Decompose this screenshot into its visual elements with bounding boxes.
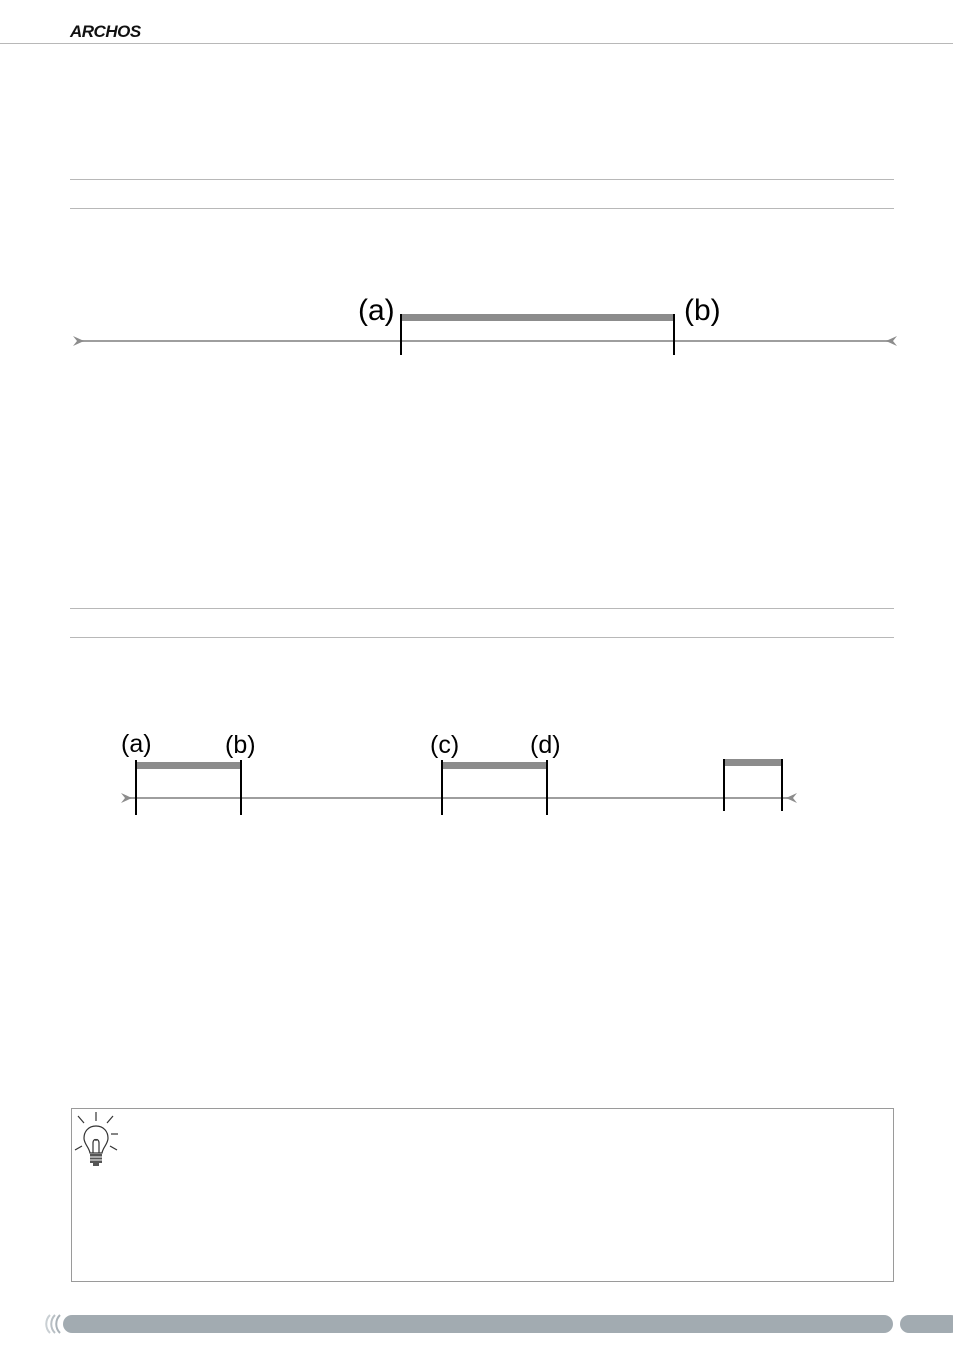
archos-logo: ARCHOS bbox=[70, 22, 141, 41]
repeat-segment bbox=[401, 314, 674, 321]
footer-bar bbox=[0, 1312, 953, 1336]
label-c: (c) bbox=[430, 731, 460, 759]
timeline-start-arrow bbox=[73, 336, 84, 346]
section-rule-top-2 bbox=[70, 608, 894, 609]
label-b: (b) bbox=[225, 731, 256, 759]
timeline-end-arrow bbox=[786, 793, 797, 803]
tip-box bbox=[71, 1108, 894, 1282]
multi-repeat-diagram bbox=[0, 720, 953, 820]
lightbulb-icon bbox=[73, 1110, 121, 1174]
label-b: (b) bbox=[684, 294, 721, 327]
section-rule-top-1 bbox=[70, 179, 894, 180]
header-rule bbox=[0, 43, 953, 44]
timeline-end-arrow bbox=[886, 336, 897, 346]
repeat-segment-ab bbox=[136, 762, 241, 769]
label-a: (a) bbox=[358, 294, 395, 327]
label-a: (a) bbox=[121, 730, 152, 758]
repeat-segment-cd bbox=[442, 762, 547, 769]
section-rule-bottom-2 bbox=[70, 637, 894, 638]
repeat-segment-3 bbox=[724, 759, 782, 766]
section-rule-bottom-1 bbox=[70, 208, 894, 209]
ab-repeat-diagram bbox=[0, 280, 953, 370]
timeline-start-arrow bbox=[121, 793, 132, 803]
label-d: (d) bbox=[530, 731, 561, 759]
